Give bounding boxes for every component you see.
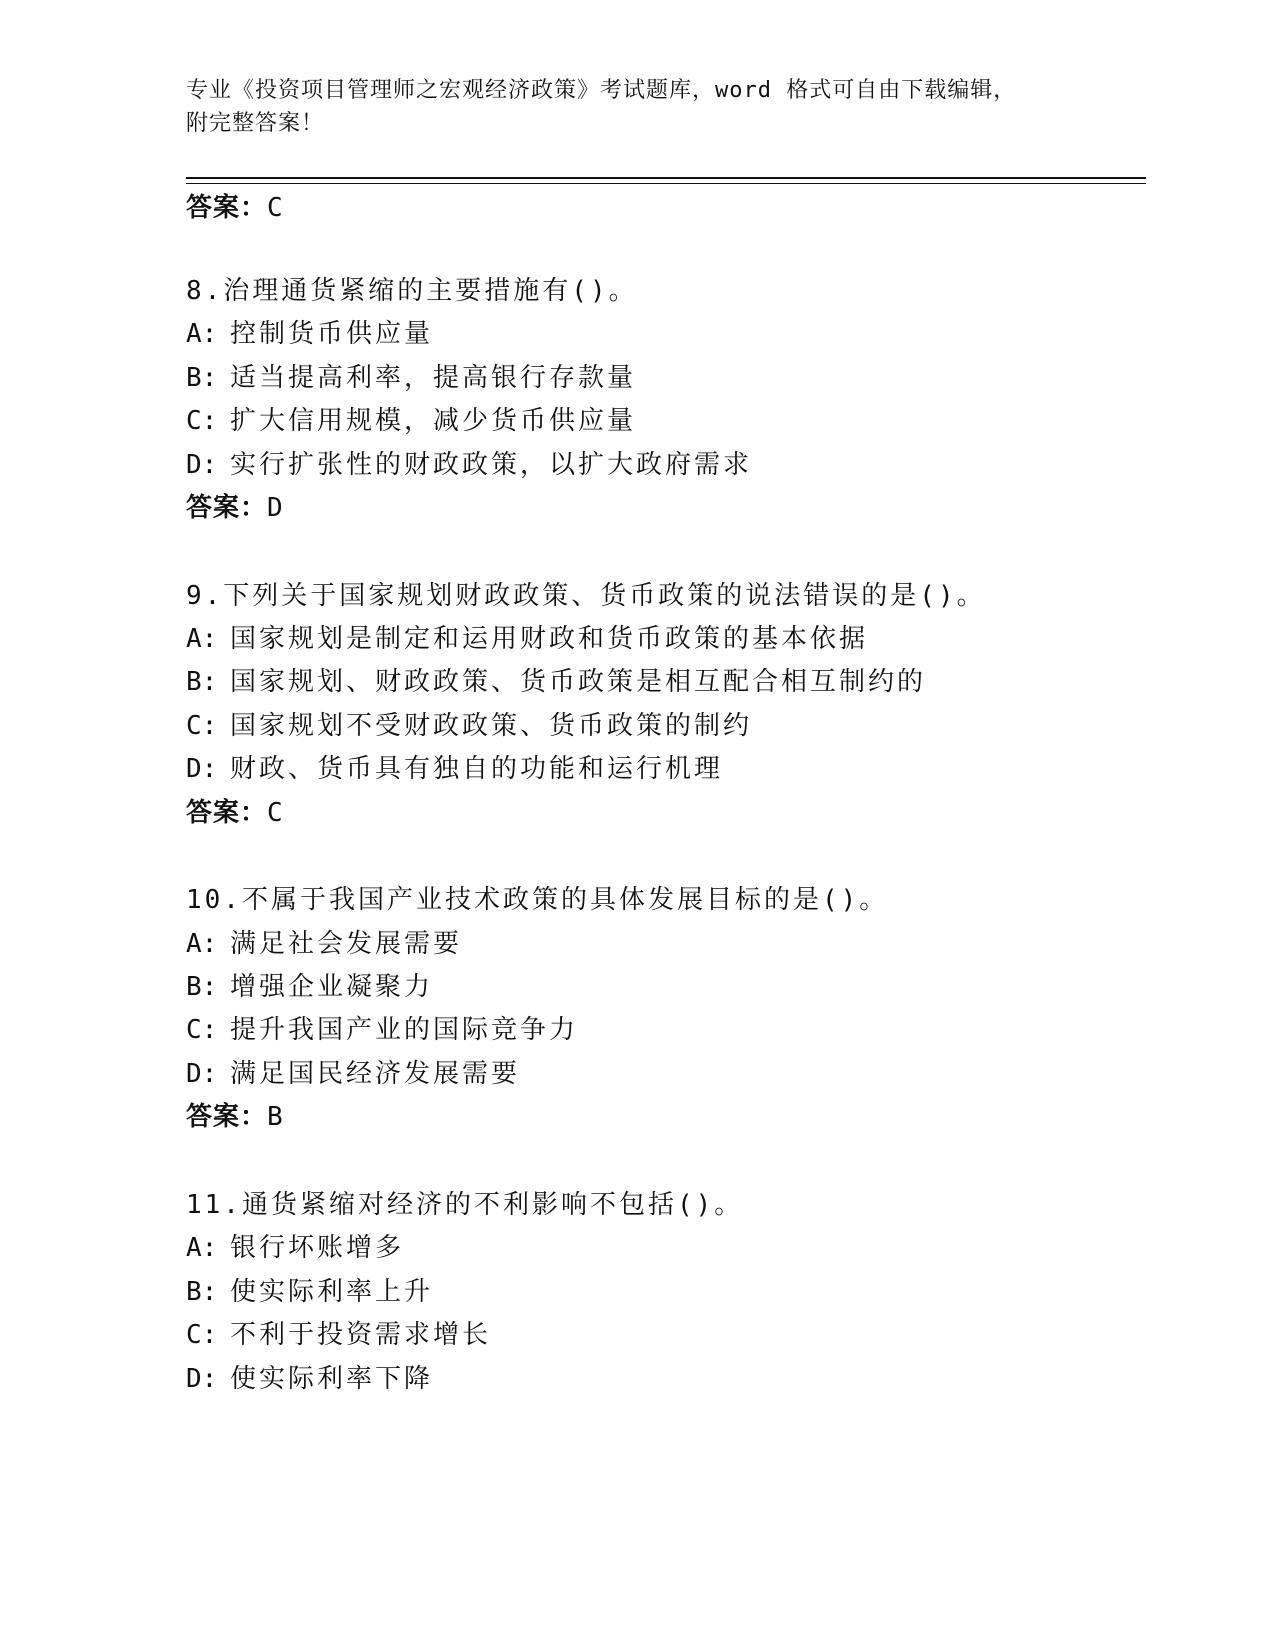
- question-10-option-c: [186, 1013, 578, 1047]
- option-text: 满足社会发展需要: [230, 929, 463, 959]
- option-text: 使实际利率上升: [230, 1277, 434, 1307]
- option-label: C:: [186, 1015, 218, 1045]
- option-text: 不利于投资需求增长: [230, 1320, 492, 1350]
- header-divider-thick: [186, 177, 1146, 179]
- question-10-answer: [186, 1100, 284, 1134]
- option-label: D:: [186, 450, 218, 480]
- option-text: 银行坏账增多: [230, 1233, 405, 1263]
- answer-label: 答案：: [186, 798, 268, 828]
- answer-label: 答案：: [186, 1102, 268, 1132]
- question-11-option-d: [186, 1362, 433, 1396]
- answer-previous: [186, 191, 284, 225]
- option-text: 满足国民经济发展需要: [230, 1059, 521, 1089]
- header-line-2: 附完整答案！: [186, 111, 325, 136]
- question-9-option-a: [186, 622, 868, 656]
- question-8-option-a: [186, 317, 433, 351]
- option-label: C:: [186, 406, 218, 436]
- option-label: B:: [186, 667, 218, 697]
- question-8-answer: [186, 491, 284, 525]
- question-11-option-c: [186, 1318, 491, 1352]
- option-text: 扩大信用规模，减少货币供应量: [230, 406, 637, 436]
- option-label: C:: [186, 711, 218, 741]
- option-text: 国家规划是制定和运用财政和货币政策的基本依据: [230, 624, 869, 654]
- header-line-1: 专业《投资项目管理师之宏观经济政策》考试题库，word 格式可自由下载编辑，: [186, 78, 1017, 103]
- option-text: 适当提高利率，提高银行存款量: [230, 363, 637, 393]
- question-9-option-c: [186, 709, 752, 743]
- option-text: 使实际利率下降: [230, 1364, 434, 1394]
- header-divider-thin: [186, 183, 1146, 184]
- option-text: 控制货币供应量: [230, 319, 434, 349]
- question-11-option-a: [186, 1231, 404, 1265]
- option-label: C:: [186, 1320, 218, 1350]
- option-label: A:: [186, 929, 218, 959]
- question-9-option-d: [186, 752, 723, 786]
- answer-value: D: [267, 493, 284, 523]
- question-8-option-c: [186, 404, 636, 438]
- answer-value: C: [267, 193, 284, 223]
- question-10-option-d: [186, 1057, 520, 1091]
- question-10-option-a: [186, 927, 462, 961]
- question-10-option-b: [186, 970, 433, 1004]
- answer-label: 答案：: [186, 493, 268, 523]
- question-11-option-b: [186, 1275, 433, 1309]
- option-text: 国家规划、财政政策、货币政策是相互配合相互制约的: [230, 667, 927, 697]
- question-8-option-d: [186, 448, 752, 482]
- option-text: 增强企业凝聚力: [230, 972, 434, 1002]
- answer-value: B: [267, 1102, 284, 1132]
- option-label: D:: [186, 1059, 218, 1089]
- option-label: A:: [186, 624, 218, 654]
- document-header: [186, 74, 1146, 140]
- option-label: D:: [186, 754, 218, 784]
- question-9-stem: 9.下列关于国家规划财政政策、货币政策的说法错误的是()。: [186, 581, 986, 611]
- question-8-option-b: [186, 361, 636, 395]
- answer-value: C: [267, 798, 284, 828]
- option-text: 财政、货币具有独自的功能和运行机理: [230, 754, 724, 784]
- question-8-stem: 8.治理通货紧缩的主要措施有()。: [186, 276, 638, 306]
- option-label: D:: [186, 1364, 218, 1394]
- question-9-answer: [186, 796, 284, 830]
- answer-label: 答案：: [186, 193, 268, 223]
- option-label: A:: [186, 319, 218, 349]
- option-text: 国家规划不受财政政策、货币政策的制约: [230, 711, 753, 741]
- question-10-stem: 10.不属于我国产业技术政策的具体发展目标的是()。: [186, 885, 889, 915]
- question-11-stem: 11.通货紧缩对经济的不利影响不包括()。: [186, 1190, 744, 1220]
- option-label: B:: [186, 972, 218, 1002]
- question-9-option-b: [186, 665, 926, 699]
- option-label: A:: [186, 1233, 218, 1263]
- option-label: B:: [186, 1277, 218, 1307]
- option-text: 提升我国产业的国际竞争力: [230, 1015, 579, 1045]
- option-label: B:: [186, 363, 218, 393]
- option-text: 实行扩张性的财政政策，以扩大政府需求: [230, 450, 753, 480]
